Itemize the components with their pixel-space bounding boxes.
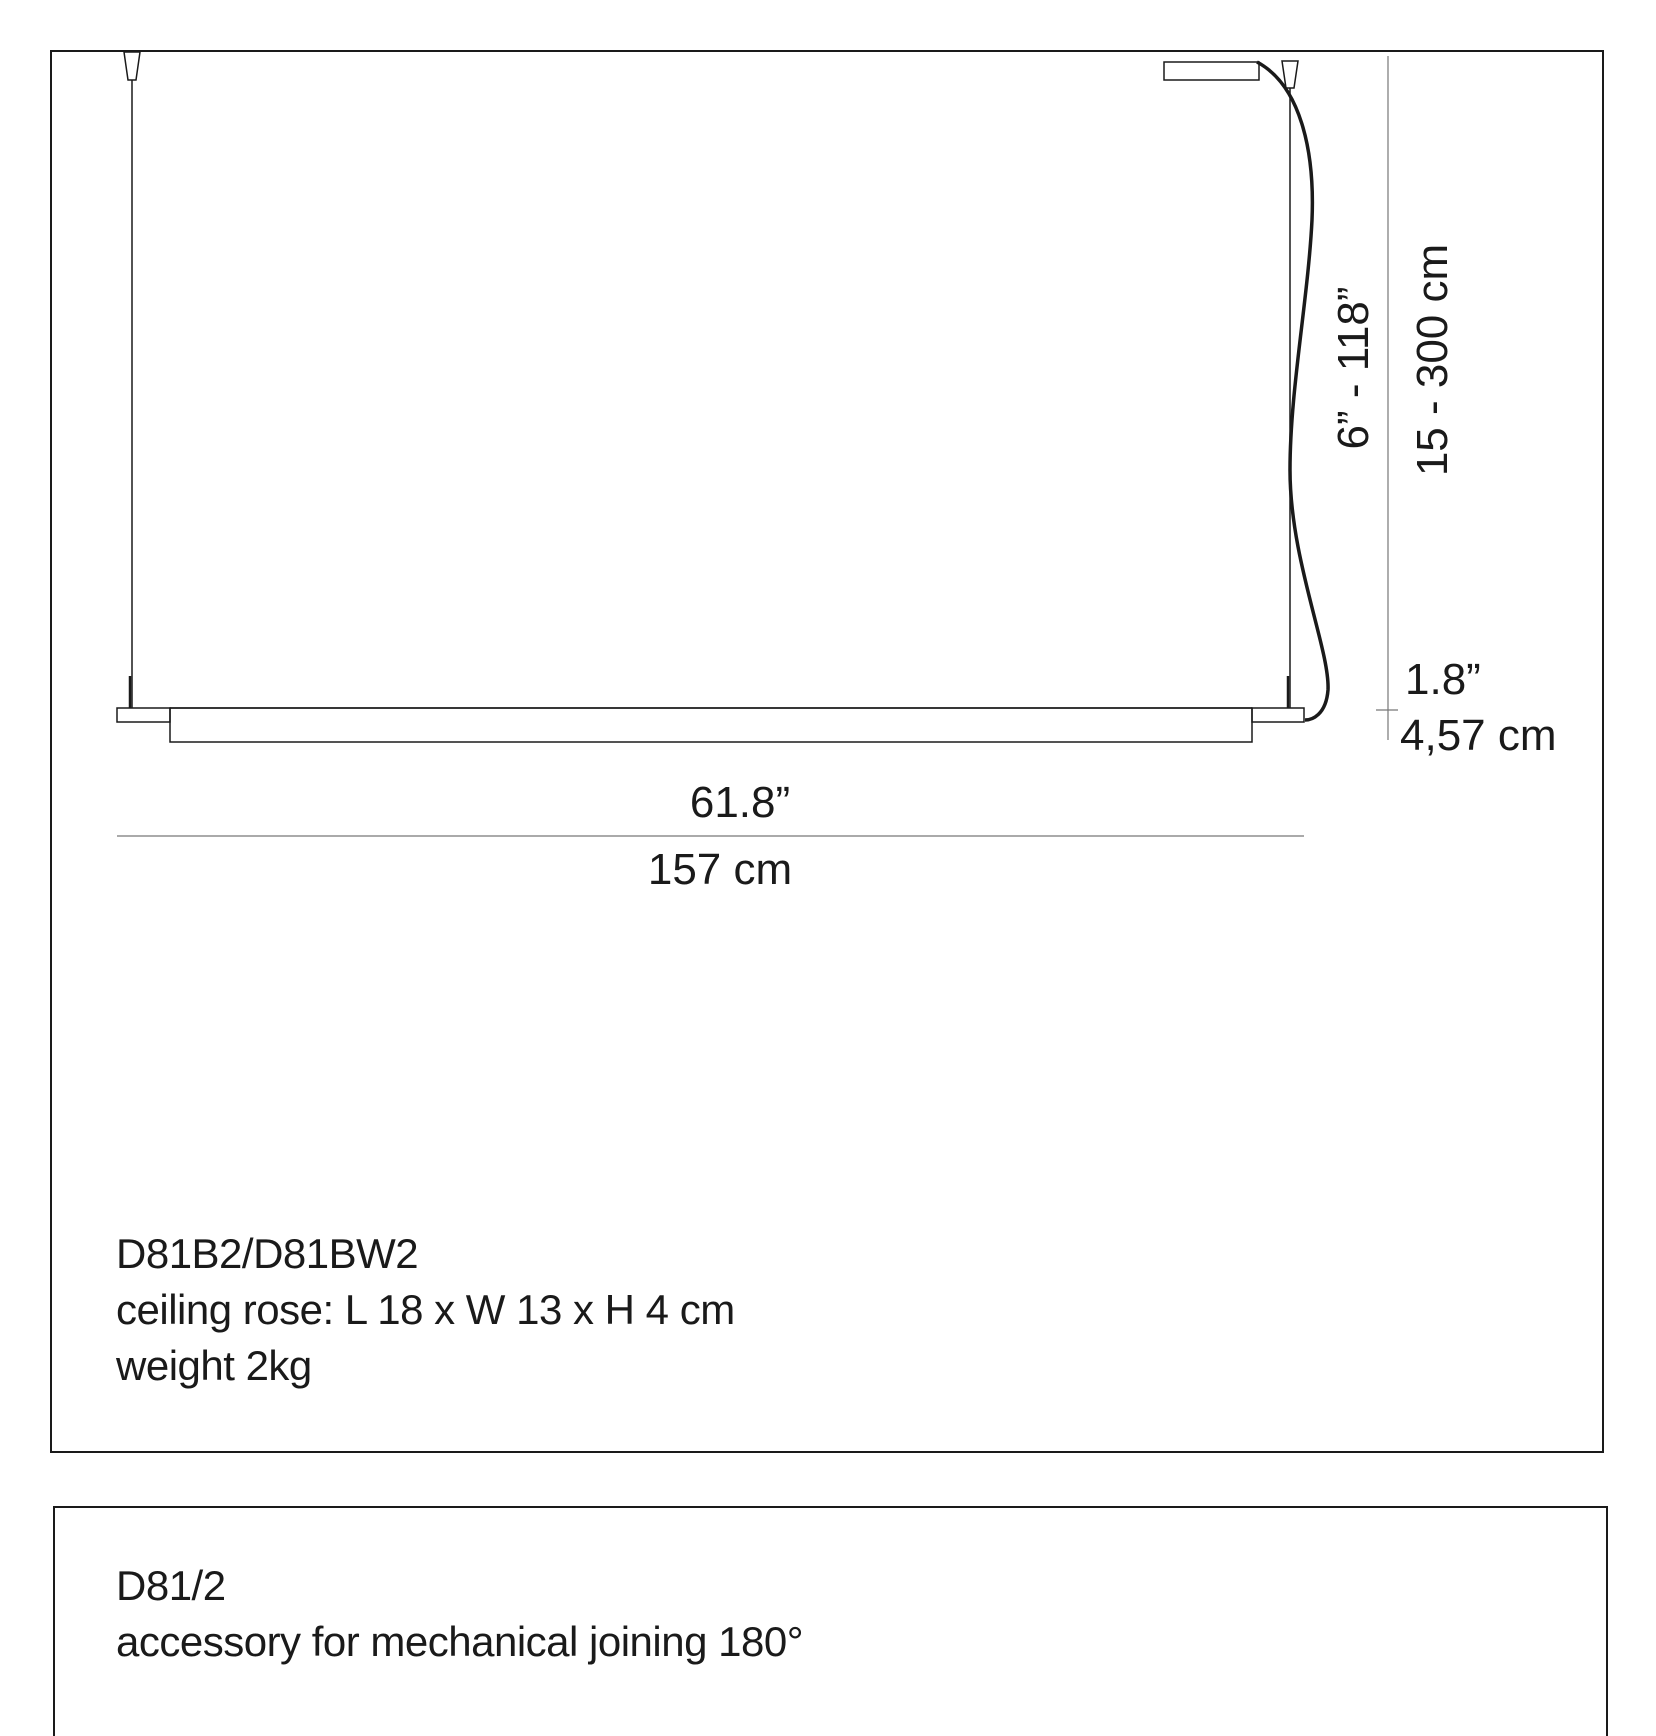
product-codes: D81B2/D81BW2	[116, 1230, 419, 1277]
ceiling-rose-size: ceiling rose: L 18 x W 13 x H 4 cm	[116, 1286, 735, 1333]
left-ceiling-canopy	[124, 52, 140, 80]
lamp-diffuser	[170, 708, 1252, 742]
length-cm-label: 157 cm	[647, 845, 793, 894]
lamp-end-right	[1252, 708, 1304, 722]
lamp-end-left	[117, 708, 170, 722]
profile-cm-label: 4,57 cm	[1400, 711, 1557, 760]
length-inches-label: 61.8”	[689, 778, 791, 827]
accessory-code: D81/2	[116, 1562, 226, 1609]
height-range-cm-label: 15 - 300 cm	[1408, 243, 1457, 477]
accessory-description: accessory for mechanical joining 180°	[116, 1618, 803, 1665]
product-specs	[116, 1226, 735, 1394]
profile-inches-label: 1.8”	[1405, 655, 1481, 704]
product-weight: weight 2kg	[116, 1342, 312, 1389]
height-range-inches-label: 6” - 118”	[1329, 286, 1378, 450]
power-cable	[1257, 62, 1328, 720]
ceiling-rose	[1164, 62, 1259, 80]
accessory-specs	[116, 1558, 803, 1670]
